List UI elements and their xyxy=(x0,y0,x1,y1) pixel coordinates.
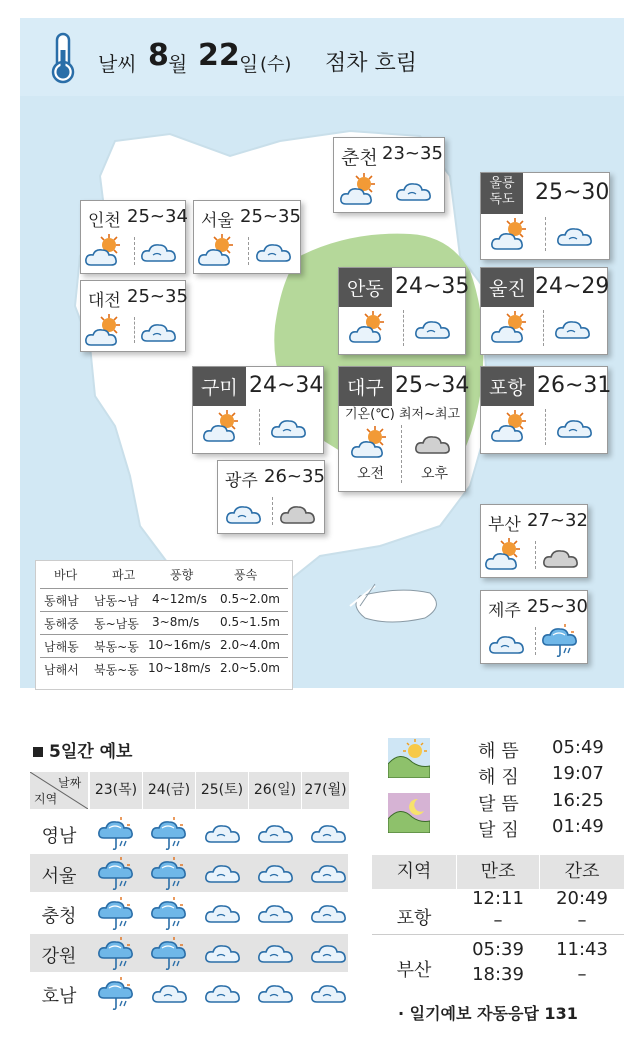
sea-conditions-table xyxy=(35,560,293,690)
cloudy-icon xyxy=(203,896,243,930)
sea-cell: 2.0~4.0m xyxy=(220,638,280,652)
cloudy-icon xyxy=(309,856,349,890)
sea-cell: 10~16m/s xyxy=(148,638,211,652)
cloudy-icon xyxy=(553,312,593,346)
rain-icon xyxy=(150,896,190,936)
partly-sunny-icon xyxy=(491,310,531,348)
city-range: 26~31 xyxy=(537,373,612,398)
cloudy-icon xyxy=(256,976,296,1010)
partly-sunny-icon xyxy=(491,217,531,255)
tide-high-1: 05:39 xyxy=(472,939,524,960)
forecast-day-header: 23(목) xyxy=(89,772,142,809)
forecast-row xyxy=(30,854,348,892)
partly-sunny-icon xyxy=(340,172,380,210)
sea-cell: 남해서 xyxy=(44,663,79,677)
footer-hotline: · 일기예보 자동응답 131 xyxy=(398,1004,578,1023)
cloudy-icon xyxy=(269,411,309,445)
am-label: 오전 xyxy=(357,466,385,482)
sunrise-label: 해뜸 xyxy=(478,741,525,762)
city-range: 24~29 xyxy=(535,274,610,299)
moonrise-icon xyxy=(388,793,430,833)
rain-icon xyxy=(97,816,137,856)
forecast-row xyxy=(30,974,348,1012)
cloudy-icon xyxy=(555,219,595,253)
cloudy-icon xyxy=(309,936,349,970)
city-range: 25~35 xyxy=(240,206,301,227)
sea-cell: 남해동 xyxy=(44,640,79,654)
tide-low-2: – xyxy=(577,964,587,985)
cloudy-icon xyxy=(224,497,264,531)
cloudy-icon xyxy=(256,896,296,930)
city-card-andong xyxy=(338,267,470,355)
forecast-day-header: 27(월) xyxy=(301,772,349,809)
moonset-label: 달짐 xyxy=(478,820,525,841)
rain-icon xyxy=(97,976,137,1016)
forecast-row xyxy=(30,894,348,932)
city-range: 25~34 xyxy=(127,206,188,227)
tide-header-high: 만조 xyxy=(457,855,539,889)
sea-row xyxy=(40,611,288,633)
temp-legend: 기온(℃) 최저~최고 xyxy=(345,407,461,422)
city-name: 서울 xyxy=(201,211,234,231)
forecast-day-header: 25(토) xyxy=(195,772,248,809)
cloudy-icon xyxy=(256,816,296,850)
city-name: 대전 xyxy=(88,291,121,311)
sea-row xyxy=(40,634,288,656)
tide-header-region: 지역 xyxy=(372,855,456,889)
sea-cell: 0.5~2.0m xyxy=(220,592,280,606)
city-range: 25~34 xyxy=(395,373,470,398)
rain-icon xyxy=(97,896,137,936)
rain-icon xyxy=(150,936,190,976)
forecast-title xyxy=(33,737,132,762)
moonset-time: 01:49 xyxy=(552,816,604,837)
thermometer-icon xyxy=(46,32,80,84)
cloudy-icon xyxy=(256,936,296,970)
forecast-region: 서울 xyxy=(41,866,77,887)
city-card-pohang xyxy=(480,366,612,454)
forecast-region: 호남 xyxy=(41,986,77,1007)
city-card-uljin xyxy=(480,267,608,355)
city-range: 25~35 xyxy=(127,286,188,307)
cloudy-icon xyxy=(203,936,243,970)
tide-region: 포항 xyxy=(396,908,432,929)
city-name-line2: 독도 xyxy=(489,192,515,207)
cloudy-icon xyxy=(203,856,243,890)
forecast-row xyxy=(30,934,348,972)
city-name: 부산 xyxy=(488,515,521,535)
square-bullet-icon xyxy=(33,747,43,757)
cloudy-icon xyxy=(203,816,243,850)
corner-date-label: 날짜 xyxy=(58,776,82,790)
forecast-corner xyxy=(30,772,88,809)
sunrise-time: 05:49 xyxy=(552,737,604,758)
city-name: 인천 xyxy=(88,211,121,231)
rain-icon xyxy=(97,936,137,976)
city-card-gumi xyxy=(192,366,324,454)
city-card-seoul xyxy=(193,200,301,274)
city-range: 26~35 xyxy=(264,466,325,487)
partly-sunny-icon xyxy=(491,409,531,447)
sea-row xyxy=(40,588,288,610)
sea-header-winddir: 풍향 xyxy=(170,568,194,582)
rain-icon xyxy=(541,623,581,663)
tide-low-1: 11:43 xyxy=(556,939,608,960)
overcast-icon xyxy=(278,497,318,531)
header-bar xyxy=(20,18,624,96)
partly-sunny-icon xyxy=(349,310,389,348)
tide-header-low: 간조 xyxy=(540,855,624,889)
tide-high-1: 12:11 xyxy=(472,888,524,909)
partly-sunny-icon xyxy=(485,537,525,575)
cloudy-icon xyxy=(256,856,296,890)
cloudy-icon xyxy=(413,312,453,346)
corner-region-label: 지역 xyxy=(34,792,58,806)
city-name: 광주 xyxy=(225,471,258,491)
forecast-day-header: 26(일) xyxy=(248,772,301,809)
city-card-gwangju xyxy=(217,460,325,534)
rain-icon xyxy=(150,856,190,896)
overcast-icon xyxy=(413,427,453,461)
header-day-unit: 일 xyxy=(239,52,259,76)
rain-icon xyxy=(150,816,190,856)
city-name: 춘천 xyxy=(341,147,378,169)
city-card-incheon xyxy=(80,200,186,274)
sea-cell: 3~8m/s xyxy=(152,615,200,629)
sunset-label: 해짐 xyxy=(478,767,525,788)
header-month-unit: 월 xyxy=(168,52,188,76)
city-name: 구미 xyxy=(193,367,246,406)
sea-cell: 동~남동 xyxy=(94,617,139,631)
header-day: 22 xyxy=(198,38,240,73)
cloudy-icon xyxy=(139,235,179,269)
sea-cell: 0.5~1.5m xyxy=(220,615,280,629)
city-range: 27~32 xyxy=(527,510,588,531)
weather-label: 날씨 xyxy=(98,52,137,76)
moonrise-time: 16:25 xyxy=(552,790,604,811)
city-card-ulleung-dokdo xyxy=(480,172,610,260)
overcast-icon xyxy=(541,541,581,575)
city-name: 제주 xyxy=(488,601,521,621)
city-name: 대구 xyxy=(339,367,392,406)
city-label xyxy=(481,173,523,214)
header-summary: 점차 흐림 xyxy=(325,51,418,76)
city-range: 23~35 xyxy=(382,143,443,164)
sea-cell: 동해남 xyxy=(44,594,79,608)
city-name: 포항 xyxy=(481,367,534,406)
partly-sunny-icon xyxy=(351,425,391,463)
partly-sunny-icon xyxy=(85,313,125,351)
cloudy-icon xyxy=(203,976,243,1010)
cloudy-icon xyxy=(394,174,434,208)
cloudy-icon xyxy=(555,411,595,445)
sea-cell: 10~18m/s xyxy=(148,661,211,675)
forecast-region: 강원 xyxy=(41,946,77,967)
tide-low-1: 20:49 xyxy=(556,888,608,909)
forecast-row xyxy=(30,814,348,852)
pm-label: 오후 xyxy=(421,466,449,482)
city-range: 25~30 xyxy=(527,596,588,617)
cloudy-icon xyxy=(309,816,349,850)
forecast-region: 영남 xyxy=(41,826,77,847)
sunset-time: 19:07 xyxy=(552,763,604,784)
city-card-daegu xyxy=(338,366,470,492)
city-name-line1: 울릉 xyxy=(489,176,515,191)
cloudy-icon xyxy=(150,976,190,1010)
city-range: 24~34 xyxy=(249,373,324,398)
city-range: 24~35 xyxy=(395,274,470,299)
tide-low-2: – xyxy=(577,910,587,931)
city-card-busan xyxy=(480,504,588,578)
city-card-chuncheon xyxy=(333,137,445,213)
sea-header-windspeed: 풍속 xyxy=(234,568,258,582)
cloudy-icon xyxy=(139,315,179,349)
cloudy-icon xyxy=(487,627,527,661)
sea-cell: 4~12m/s xyxy=(152,592,207,606)
forecast-day-header: 24(금) xyxy=(142,772,195,809)
sea-header-sea: 바다 xyxy=(54,568,78,582)
city-name: 울진 xyxy=(481,268,534,307)
partly-sunny-icon xyxy=(198,233,238,271)
cloudy-icon xyxy=(254,235,294,269)
tide-region: 부산 xyxy=(396,960,432,981)
tide-divider xyxy=(372,934,624,935)
tide-high-2: 18:39 xyxy=(472,964,524,985)
moonrise-label: 달뜸 xyxy=(478,794,525,815)
city-range: 25~30 xyxy=(535,180,610,205)
sea-header-wave: 파고 xyxy=(112,568,136,582)
city-card-daejeon xyxy=(80,280,186,352)
city-name: 안동 xyxy=(339,268,392,307)
sea-cell: 북동~동 xyxy=(94,663,139,677)
header-weekday: (수) xyxy=(260,54,292,75)
city-card-jeju xyxy=(480,590,588,664)
sea-cell: 2.0~5.0m xyxy=(220,661,280,675)
partly-sunny-icon xyxy=(85,233,125,271)
header-month: 8 xyxy=(148,38,169,73)
cloudy-icon xyxy=(309,896,349,930)
sea-row xyxy=(40,657,288,679)
sunrise-icon xyxy=(388,738,430,778)
forecast-region: 충청 xyxy=(41,906,77,927)
forecast-title-text: 5일간 예보 xyxy=(49,742,133,762)
tide-high-2: – xyxy=(493,910,503,931)
sea-cell: 북동~동 xyxy=(94,640,139,654)
sea-cell: 남동~남 xyxy=(94,594,139,608)
cloudy-icon xyxy=(309,976,349,1010)
partly-sunny-icon xyxy=(203,409,243,447)
sea-cell: 동해중 xyxy=(44,617,79,631)
rain-icon xyxy=(97,856,137,896)
